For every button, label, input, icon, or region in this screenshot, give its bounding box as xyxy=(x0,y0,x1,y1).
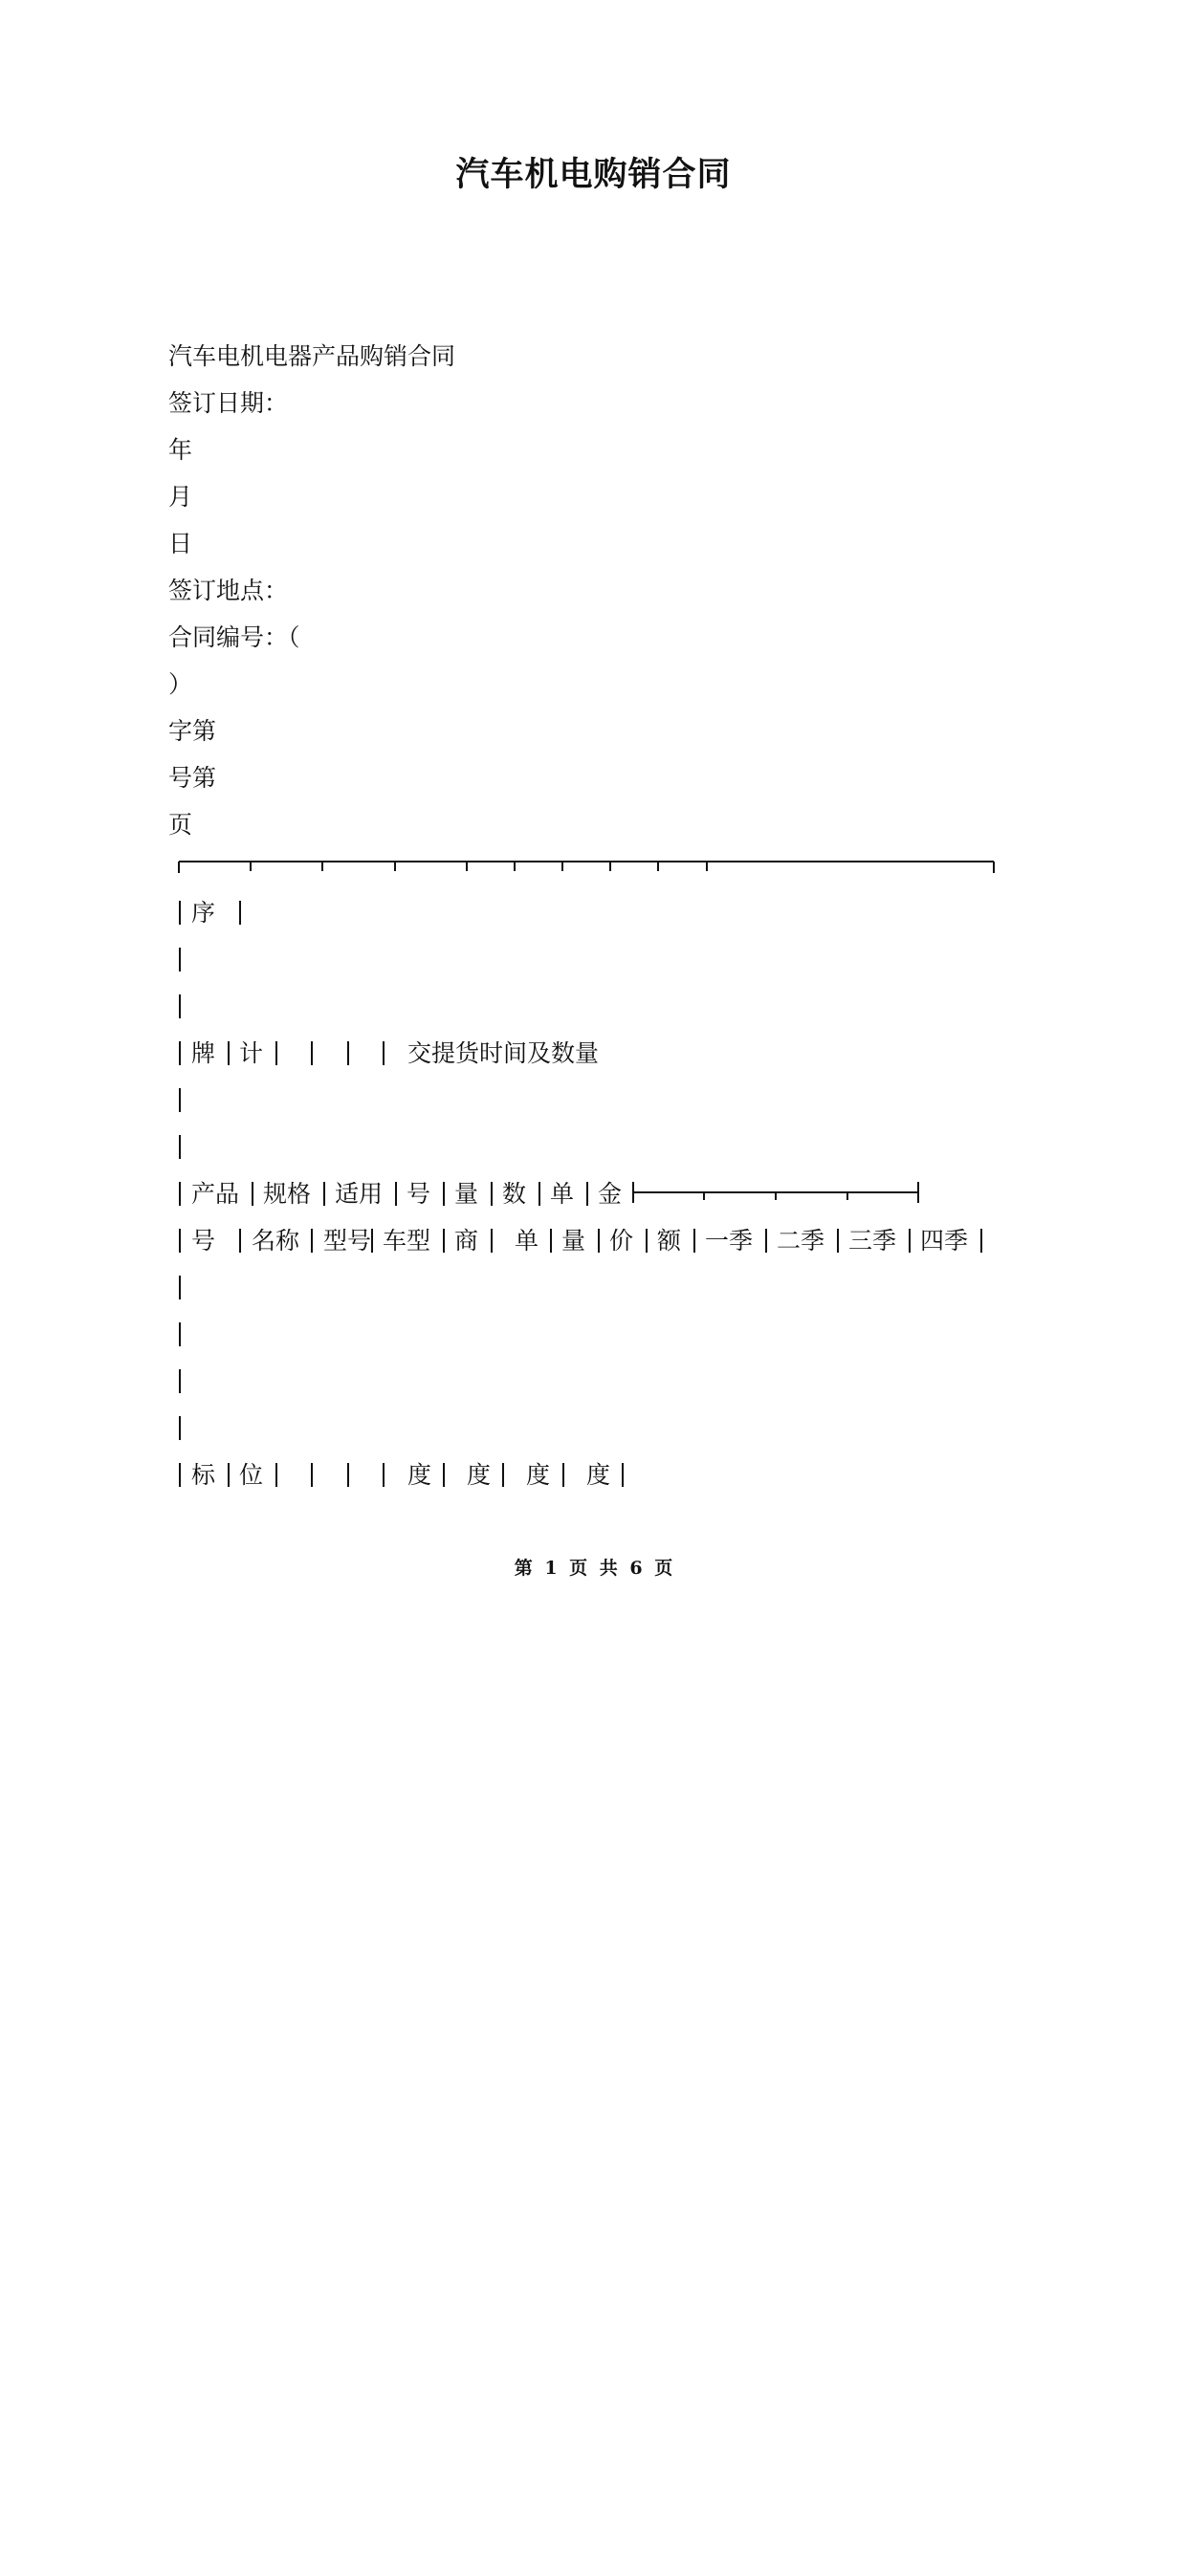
cell-jia: 价 xyxy=(609,1227,634,1255)
table-row-empty xyxy=(176,1405,1037,1452)
table-top-border xyxy=(178,858,995,877)
cell-e: 额 xyxy=(657,1227,682,1255)
table-row-pai xyxy=(176,1030,1037,1077)
day-label: 日 xyxy=(168,530,193,557)
cell-mingcheng: 名称 xyxy=(252,1227,300,1255)
cell-dan: 单 xyxy=(550,1180,575,1208)
cell-du-4: 度 xyxy=(586,1461,611,1489)
quarter-header-border xyxy=(632,1180,919,1205)
table-row-empty xyxy=(176,936,1037,983)
sign-date-label: 签订日期： xyxy=(168,389,289,417)
cell-hao-1: 号 xyxy=(191,1227,216,1255)
cell-q2: 二季 xyxy=(777,1227,825,1255)
month-label: 月 xyxy=(168,483,193,511)
contract-subtitle: 汽车电机电器产品购销合同 xyxy=(168,342,456,370)
year-label: 年 xyxy=(168,436,193,464)
table-row-hao xyxy=(176,1217,1037,1264)
cell-xu: 序 xyxy=(191,899,216,927)
hao-di-label: 号第 xyxy=(168,764,217,792)
sign-place-label: 签订地点： xyxy=(168,577,289,604)
cell-chexing: 车型 xyxy=(383,1227,431,1255)
cell-dan-2: 单 xyxy=(515,1227,539,1255)
cell-guige: 规格 xyxy=(263,1180,312,1208)
cell-chanpin: 产品 xyxy=(191,1180,240,1208)
table-row-empty xyxy=(176,1311,1037,1358)
cell-ji: 计 xyxy=(239,1039,264,1067)
cell-pai: 牌 xyxy=(191,1039,216,1067)
zi-di-label: 字第 xyxy=(168,717,217,745)
product-table xyxy=(176,889,1037,1498)
contract-header-lines xyxy=(168,333,1029,848)
contract-number-label: 合同编号：（ xyxy=(168,623,300,651)
cell-du-3: 度 xyxy=(526,1461,551,1489)
cell-hao: 号 xyxy=(407,1180,431,1208)
table-row-empty xyxy=(176,983,1037,1030)
document-title: 汽车机电购销合同 xyxy=(455,156,732,194)
table-row-empty xyxy=(176,1077,1037,1124)
cell-du-1: 度 xyxy=(407,1461,432,1489)
cell-liang-2: 量 xyxy=(561,1227,586,1255)
cell-q1: 一季 xyxy=(705,1227,754,1255)
table-row-empty xyxy=(176,1358,1037,1405)
cell-jin: 金 xyxy=(598,1180,623,1208)
ye-label: 页 xyxy=(168,811,193,839)
cell-q4: 四季 xyxy=(920,1227,969,1255)
page-footer: 第 1 页 共 6 页 xyxy=(514,1558,673,1579)
table-row-product xyxy=(176,1170,1037,1217)
table-row-biao xyxy=(176,1452,1037,1498)
cell-delivery-header: 交提货时间及数量 xyxy=(407,1039,600,1067)
table-row-empty xyxy=(176,1264,1037,1311)
cell-shiyong: 适用 xyxy=(335,1180,384,1208)
table-row-empty xyxy=(176,1124,1037,1170)
cell-xinghao: 型号 xyxy=(323,1227,372,1255)
cell-biao: 标 xyxy=(191,1461,216,1489)
cell-wei: 位 xyxy=(239,1461,264,1489)
cell-du-2: 度 xyxy=(467,1461,492,1489)
cell-liang: 量 xyxy=(454,1180,479,1208)
cell-q3: 三季 xyxy=(848,1227,897,1255)
cell-shu: 数 xyxy=(502,1180,527,1208)
table-row-xu xyxy=(176,889,1037,936)
cell-shang: 商 xyxy=(454,1227,479,1255)
close-paren: ） xyxy=(168,670,193,698)
